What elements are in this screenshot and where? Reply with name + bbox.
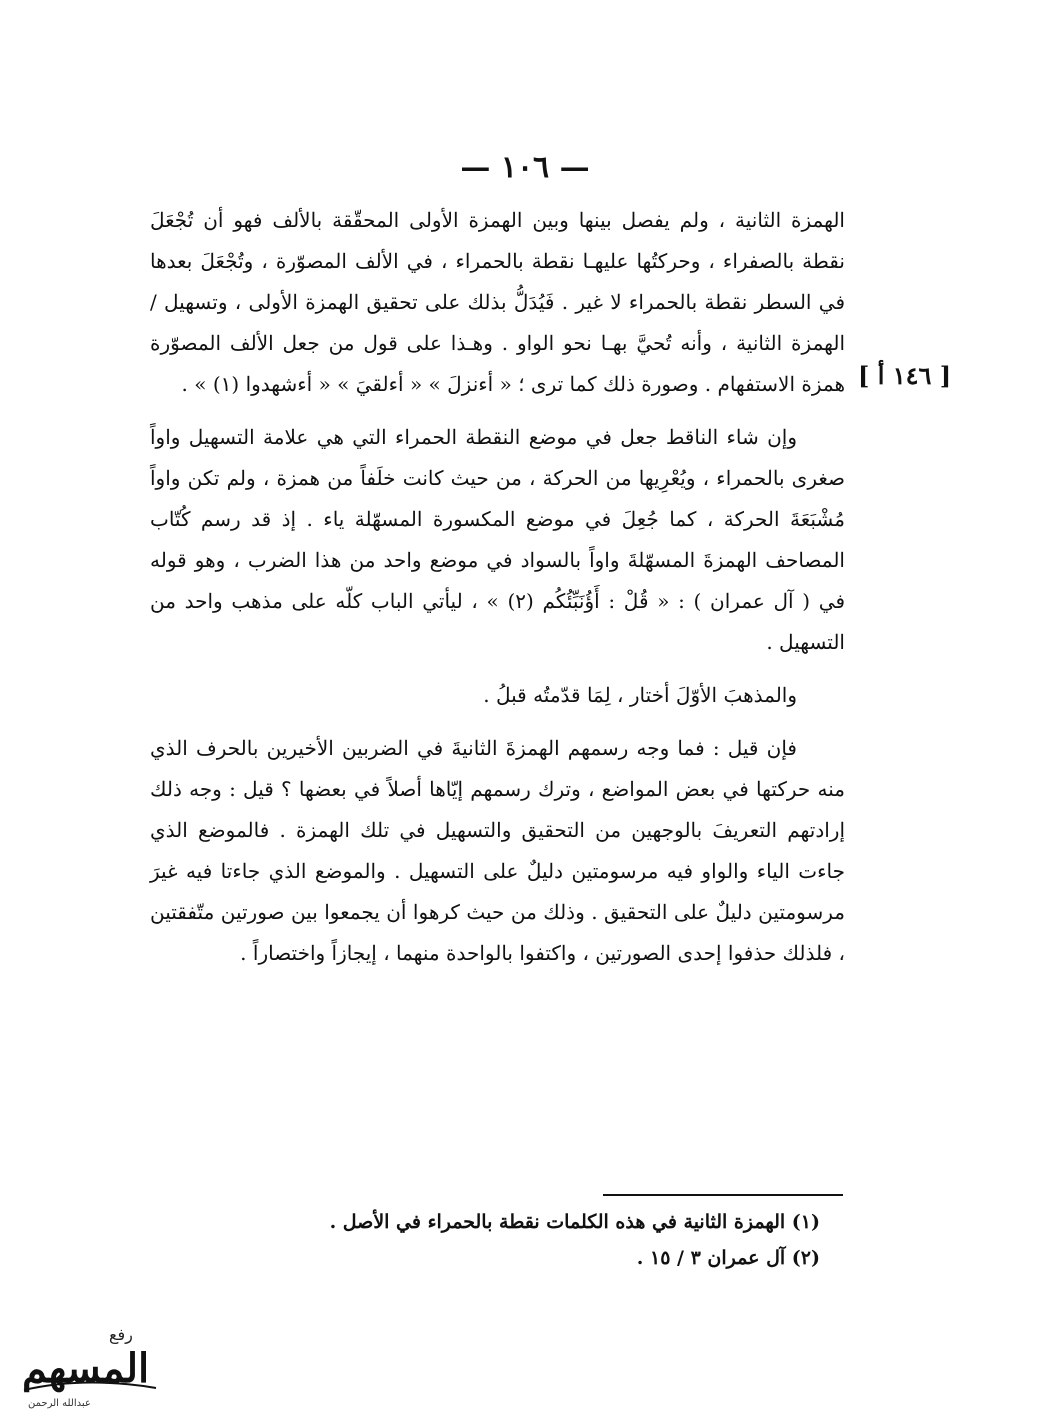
main-text-body [150,200,845,986]
page-number: — ١٠٦ — [460,150,590,185]
footnote-divider [603,1194,843,1196]
paragraph-2: وإن شاء الناقط جعل في موضع النقطة الحمراء التي هي علامة التسهيل واواً صغرى بالحمراء ، ويُعْرِيها من الحركة ، من حيث كانت خلَفاً من همزة ، ولم تكن واواً مُشْبَعَةَ الحركة ، كما جُعِلَ في موضع المكسورة المسهّلة ياء . إذ قد رسم كُتّاب المصاحف الهمزةَ المسهّلةَ واواً بالسواد في موضع واحد من هذا الضرب ، وهو قوله في ( آل عمران ) : « قُلْ : أَؤُنَبِّئُكُم (٢) » ، ليأتي الباب كلّه على مذهب واحد من التسهيل . [150,425,846,654]
footnote-1: (١) الهمزة الثانية في هذه الكلمات نقطة بالحمراء في الأصل . [329,1211,820,1233]
footnotes [300,1204,820,1276]
margin-manuscript-reference: [ ١٤٦ أ ] [858,361,952,390]
stamp-sub-text: عبدالله الرحمن [28,1398,91,1409]
paragraph-3: والمذهبَ الأوّلَ أختار ، لِمَا قدّمتُه قبلُ . [483,683,797,707]
publisher-stamp-logo [14,1318,164,1410]
paragraph-4: فإن قيل : فما وجه رسمهم الهمزةَ الثانيةَ في الضربين الأخيرين بالحرف الذي منه حركتها في بعض المواضع ، وترك رسمهم إيّاها أصلاً في بعضها ؟ قيل : وجه ذلك إرادتهم التعريفَ بالوجهين من التحقيق والتسهيل في تلك الهمزة . فالموضع الذي جاءت الياء والواو فيه مرسومتين دليلٌ على التسهيل . والموضع الذي جاءتا فيه غيرَ مرسومتين دليلٌ على التحقيق . وذلك من حيث كرهوا أن يجمعوا بين صورتين متّفقتين ، فلذلك حذفوا إحدى الصورتين ، واكتفوا بالواحدة منهما ، إيجازاً واختصاراً . [150,736,845,965]
footnote-2: (٢) آل عمران ٣ / ١٥ . [636,1247,820,1269]
paragraph-1: الهمزة الثانية ، ولم يفصل بينها وبين الهمزة الأولى المحقّقة بالألف فهو أن تُجْعَلَ نقطة بالصفراء ، وحركتُها عليهـا نقطة بالحمراء ، في الألف المصوّرة ، وتُجْعَلَ بعدها في السطر نقطة بالحمراء لا غير . فَيُدَلُّ بذلك على تحقيق الهمزة الأولى ، وتسهيل / الهمزة الثانية ، وأنه تُحيَّ بهـا نحو الواو . وهـذا على قول من جعل الألف المصوّرة همزة الاستفهام . وصورة ذلك كما ترى ؛ « أءنزلَ » « أءلقيَ » « أءشهدوا (١) » . [150,208,845,396]
stamp-main-text: المسهم [22,1345,150,1392]
stamp-top-text: رفع [109,1325,133,1344]
